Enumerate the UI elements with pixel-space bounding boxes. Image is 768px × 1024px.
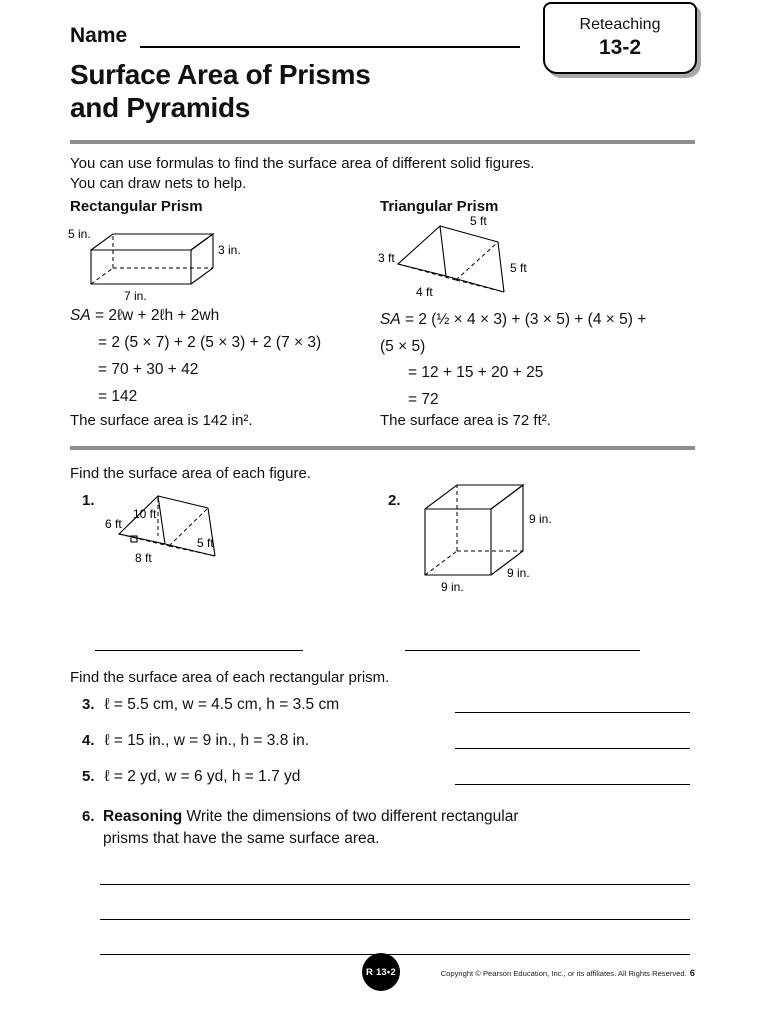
dim-label-base: 4 ft [416,285,433,299]
eq-sa-symbol: SA [380,311,401,328]
dim-label-left: 6 ft [105,517,122,531]
problem-2-number: 2. [388,492,401,509]
triangular-prism-diagram [378,214,588,306]
rect-prism-conclusion: The surface area is 142 in². [70,412,253,429]
instruction-rectangular-prisms: Find the surface area of each rectangular prism. [70,669,390,686]
intro-text [70,154,534,194]
badge-number: 13-2 [598,36,642,59]
answer-line-problem-2[interactable] [405,650,640,651]
page-title [70,58,371,124]
problem-5-number: 5. [82,768,95,785]
page-title-line2: and Pyramids [70,92,251,123]
answer-line-problem-6-3[interactable] [100,954,690,955]
eq-line-result: = 142 [98,388,138,405]
footer-lesson-badge: R 13•2 [362,953,400,991]
eq-line-sums: = 12 + 15 + 20 + 25 [408,364,544,381]
problem-1-number: 1. [82,492,95,509]
eq-line-result: = 72 [408,390,439,408]
dim-label-depth: 5 in. [68,227,91,241]
dim-label-length-top: 5 ft [470,214,487,228]
answer-line-problem-3[interactable] [455,712,690,713]
problem-4 [82,732,309,750]
eq-line-formula [380,307,646,334]
problem-3-number: 3. [82,696,95,713]
rect-prism-equations [70,302,321,410]
eq-line-products: = 70 + 30 + 42 [98,361,199,378]
answer-line-problem-6-2[interactable] [100,919,690,920]
problem-6-text [103,806,537,850]
rectangular-prism-diagram [66,222,276,304]
problem-5 [82,768,300,786]
dim-label-height: 10 ft [133,507,157,521]
dim-label-width: 7 in. [124,289,147,303]
dim-label-right: 5 ft [197,536,214,550]
answer-line-problem-5[interactable] [455,784,690,785]
dim-label-width: 9 in. [441,580,464,594]
dim-label-depth: 9 in. [507,566,530,580]
dim-label-hypotenuse: 5 ft [510,261,527,275]
eq-formula-body: = 2 (½ × 4 × 3) + (3 × 5) + (4 × 5) + [400,311,647,328]
problem-3-text: ℓ = 5.5 cm, w = 4.5 cm, h = 3.5 cm [104,696,340,713]
eq-formula-body: = 2ℓw + 2ℓh + 2wh [90,307,220,324]
problem-6 [82,806,537,850]
problem-6-body: Write the dimensions of two different rectangular prisms that have the same surface area. [103,808,519,847]
problem-4-text: ℓ = 15 in., w = 9 in., h = 3.8 in. [104,732,309,749]
dim-label-height: 3 in. [218,243,241,257]
problem-3 [82,696,339,714]
answer-line-problem-4[interactable] [455,748,690,749]
page-title-line1: Surface Area of Prisms [70,59,371,90]
answer-line-problem-6-1[interactable] [100,884,690,885]
problem-4-number: 4. [82,732,95,749]
reteaching-badge [543,2,697,74]
heading-triangular-prism: Triangular Prism [380,198,499,215]
divider-middle [70,446,695,450]
answer-line-problem-1[interactable] [95,650,303,651]
intro-line2: You can draw nets to help. [70,175,247,192]
intro-line1: You can use formulas to find the surface area of different solid figures. [70,155,535,172]
copyright-text: Copyright © Pearson Education, Inc., or its affiliates. All Rights Reserved. [440,969,687,978]
problem-6-number: 6. [82,808,95,825]
dim-label-bottom: 8 ft [135,551,152,565]
eq-line-formula [70,302,321,329]
copyright-notice [330,968,695,979]
name-label: Name [70,24,128,47]
eq-line-substitution: = 2 (5 × 7) + 2 (5 × 3) + 2 (7 × 3) [98,334,322,351]
instruction-figures: Find the surface area of each figure. [70,465,311,482]
divider-top [70,140,695,144]
page-number: 6 [689,968,695,979]
heading-rectangular-prism: Rectangular Prism [70,198,203,215]
eq-line-wrap: (5 × 5) [380,337,426,355]
problem-1-triangular-prism-diagram [103,486,253,570]
dim-label-height: 9 in. [529,512,552,526]
dim-label-leg: 3 ft [378,251,395,265]
tri-prism-equations [380,307,646,413]
badge-label: Reteaching [579,16,661,33]
name-input-line[interactable] [140,46,520,48]
tri-prism-conclusion: The surface area is 72 ft². [380,412,551,429]
eq-sa-symbol: SA [70,307,91,324]
problem-5-text: ℓ = 2 yd, w = 6 yd, h = 1.7 yd [104,768,301,785]
problem-2-cube-diagram [413,477,573,599]
problem-6-keyword: Reasoning [103,808,183,825]
